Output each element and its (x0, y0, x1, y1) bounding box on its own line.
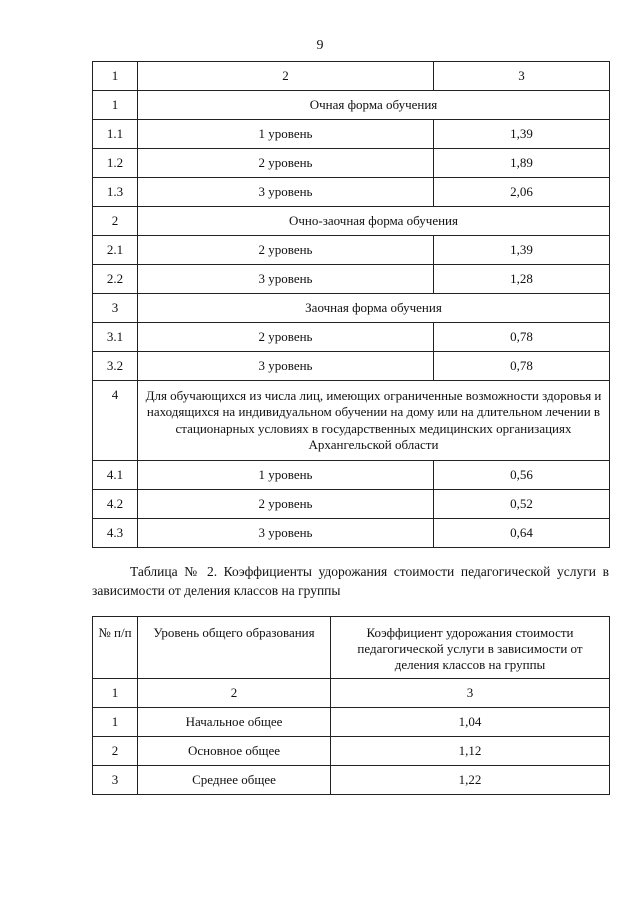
table-row (93, 766, 610, 795)
table2-header-cell: № п/п (93, 617, 138, 679)
table2-numbering-cell: 1 (93, 679, 138, 708)
row-coefficient: 1,28 (434, 265, 610, 294)
row-coefficient: 1,89 (434, 149, 610, 178)
row-level: 3 уровень (138, 265, 434, 294)
table1-header-cell: 2 (138, 62, 434, 91)
row-number: 3.1 (93, 323, 138, 352)
table2-numbering-cell: 2 (138, 679, 331, 708)
row-coefficient: 0,56 (434, 461, 610, 490)
table-row (93, 352, 610, 381)
row-level: 3 уровень (138, 519, 434, 548)
section-number: 1 (93, 91, 138, 120)
page-number: 9 (316, 38, 324, 53)
row-coefficient: 1,12 (331, 737, 610, 766)
table2-header-cell: Уровень общего образования (138, 617, 331, 679)
row-number: 1.2 (93, 149, 138, 178)
table-row (93, 323, 610, 352)
section-row (93, 381, 610, 461)
table-row (93, 708, 610, 737)
row-level: 2 уровень (138, 236, 434, 265)
row-number: 1.3 (93, 178, 138, 207)
section-number: 2 (93, 207, 138, 236)
row-level: 1 уровень (138, 120, 434, 149)
row-level: 3 уровень (138, 178, 434, 207)
row-number: 4.1 (93, 461, 138, 490)
table-row (93, 236, 610, 265)
row-coefficient: 2,06 (434, 178, 610, 207)
table2-numbering-cell: 3 (331, 679, 610, 708)
row-level: 2 уровень (138, 149, 434, 178)
row-level: 2 уровень (138, 323, 434, 352)
row-coefficient: 1,04 (331, 708, 610, 737)
row-number: 3.2 (93, 352, 138, 381)
table-row (93, 490, 610, 519)
section-title: Очно-заочная форма обучения (138, 207, 610, 236)
row-number: 1 (93, 708, 138, 737)
row-level: Начальное общее (138, 708, 331, 737)
table1-header-cell: 1 (93, 62, 138, 91)
section-number: 3 (93, 294, 138, 323)
row-number: 4.3 (93, 519, 138, 548)
row-coefficient: 0,78 (434, 352, 610, 381)
table2-caption: Таблица № 2. Коэффициенты удорожания стоимости педагогической услуги в зависимости от деления классов на группы (92, 564, 609, 598)
table2-header-row (93, 617, 610, 679)
row-coefficient: 1,22 (331, 766, 610, 795)
row-level: Среднее общее (138, 766, 331, 795)
row-coefficient: 0,52 (434, 490, 610, 519)
section-row (93, 207, 610, 236)
coefficients-table-1 (92, 61, 610, 548)
row-level: 2 уровень (138, 490, 434, 519)
row-coefficient: 0,78 (434, 323, 610, 352)
row-level: 3 уровень (138, 352, 434, 381)
table-row (93, 519, 610, 548)
table1-numbering-row (93, 62, 610, 91)
table2-numbering-row (93, 679, 610, 708)
section-row (93, 91, 610, 120)
row-coefficient: 1,39 (434, 236, 610, 265)
row-number: 4.2 (93, 490, 138, 519)
section-title: Очная форма обучения (138, 91, 610, 120)
row-level: 1 уровень (138, 461, 434, 490)
table-row (93, 265, 610, 294)
row-number: 3 (93, 766, 138, 795)
section-number: 4 (93, 381, 138, 461)
section-title: Для обучающихся из числа лиц, имеющих ограниченные возможности здоровья и находящихся на индивидуальном обучении на дому или на длительном лечении в стационарных условиях в государственных медицинских организациях Архангельской области (138, 381, 610, 461)
row-coefficient: 0,64 (434, 519, 610, 548)
table-row (93, 461, 610, 490)
section-title: Заочная форма обучения (138, 294, 610, 323)
section-row (93, 294, 610, 323)
coefficients-table-2 (92, 616, 610, 795)
table2-header-cell: Коэффициент удорожания стоимости педагогической услуги в зависимости от деления классов на группы (331, 617, 610, 679)
row-level: Основное общее (138, 737, 331, 766)
row-number: 2.1 (93, 236, 138, 265)
row-number: 2 (93, 737, 138, 766)
table-row (93, 737, 610, 766)
table-row (93, 120, 610, 149)
table1-header-cell: 3 (434, 62, 610, 91)
table-row (93, 149, 610, 178)
row-coefficient: 1,39 (434, 120, 610, 149)
table-row (93, 178, 610, 207)
row-number: 2.2 (93, 265, 138, 294)
row-number: 1.1 (93, 120, 138, 149)
